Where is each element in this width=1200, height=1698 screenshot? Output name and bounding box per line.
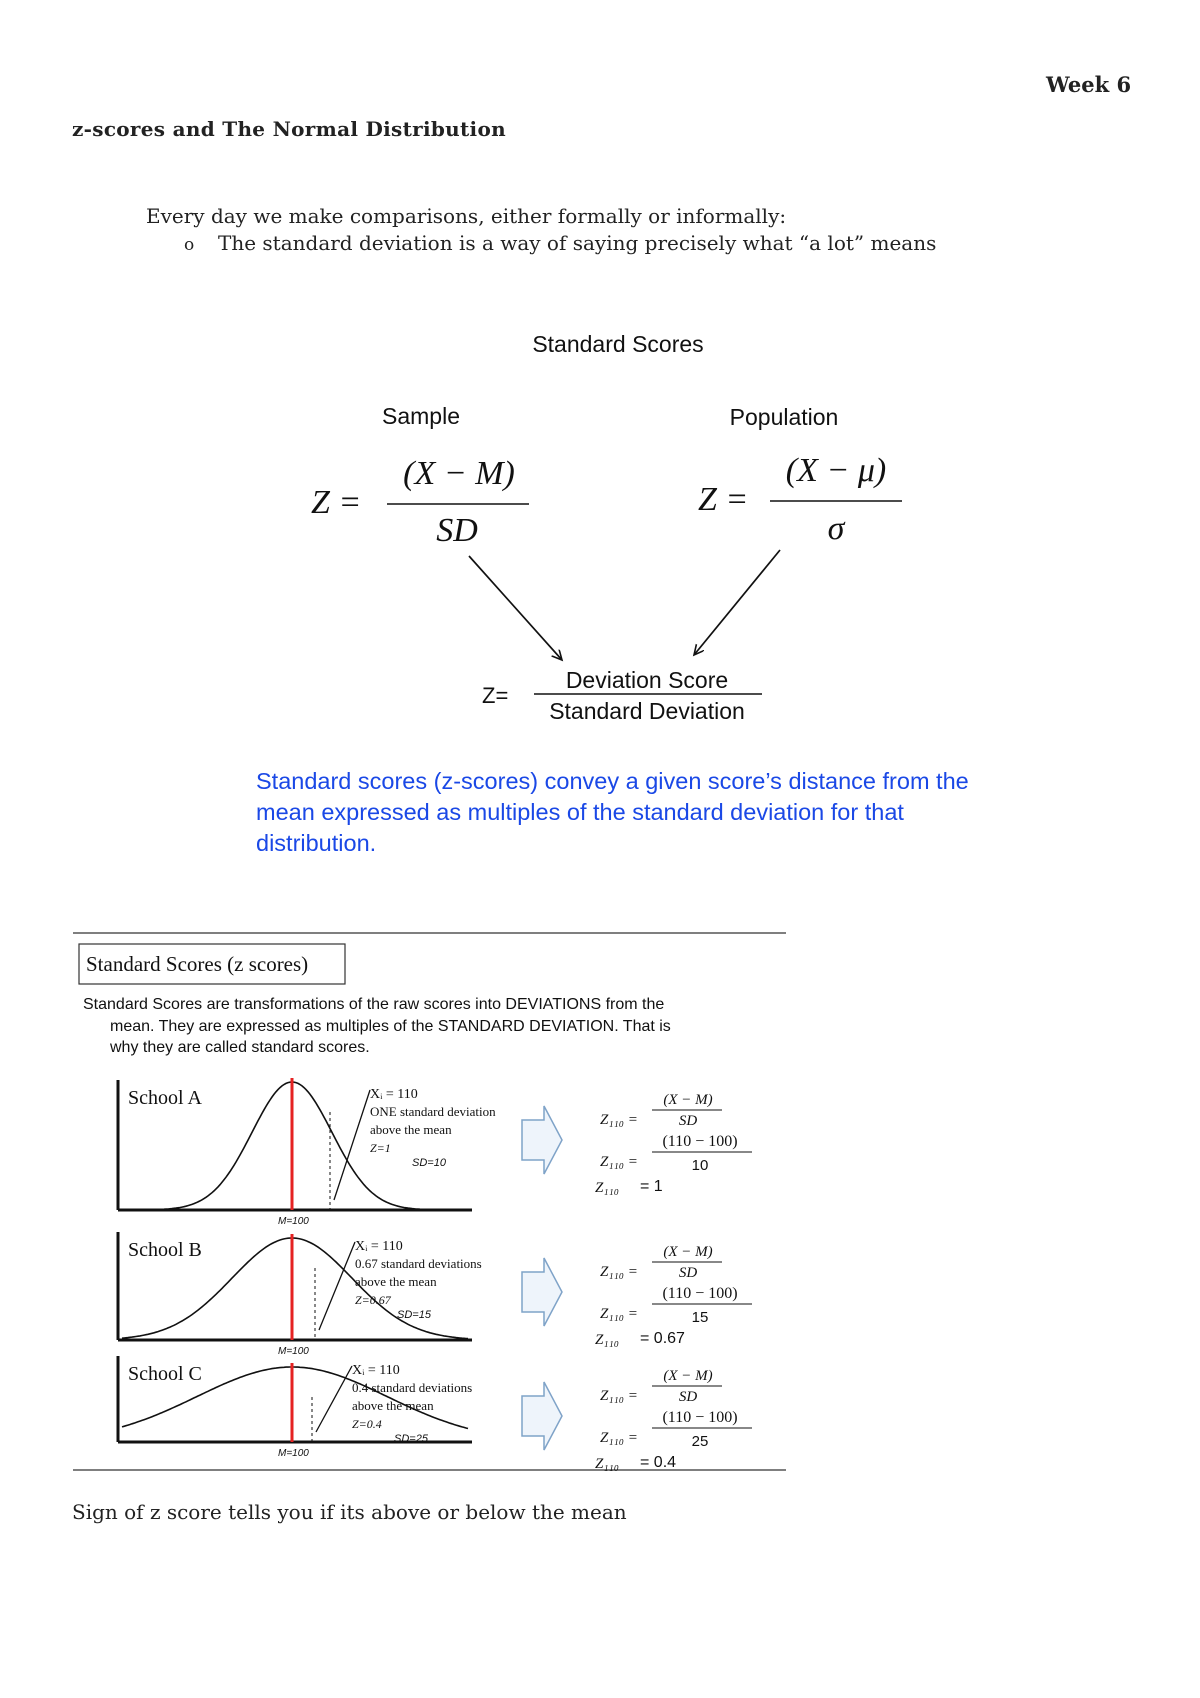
result-lhs: Z₁₁₀ [595, 1456, 619, 1472]
week-label: Week 6 [1046, 72, 1132, 97]
result-denominator: Standard Deviation [549, 698, 745, 724]
score-label: Xᵢ = 110 [355, 1239, 403, 1254]
mean-label: M=100 [278, 1216, 309, 1227]
school-name: School C [128, 1363, 202, 1385]
population-formula-numerator: (X − μ) [785, 452, 887, 489]
z-value-label: Z=0.67 [355, 1293, 391, 1307]
closing-note: Sign of z score tells you if its above or below the mean [72, 1500, 627, 1524]
score-description: above the mean [370, 1122, 452, 1137]
sample-formula-denominator: SD [436, 512, 478, 549]
page-title: z-scores and The Normal Distribution [72, 117, 506, 141]
equation-numerator: (X − M) [663, 1368, 713, 1384]
school-distributions-figure [0, 920, 1200, 1480]
right-arrow-icon [522, 1258, 562, 1326]
z-value-label: Z=0.4 [352, 1417, 382, 1431]
mean-label: M=100 [278, 1448, 309, 1459]
sample-label: Sample [382, 403, 460, 429]
score-description: above the mean [352, 1398, 434, 1413]
equation-lhs: Z₁₁₀ = [600, 1112, 638, 1128]
bullet-text: The standard deviation is a way of saying precisely what “a lot” means [218, 231, 937, 255]
equation-numerator: (110 − 100) [662, 1409, 738, 1426]
score-description: ONE standard deviation [370, 1104, 496, 1119]
result-value: = 0.67 [640, 1330, 685, 1347]
population-formula-denominator: σ [827, 510, 845, 547]
score-pointer [319, 1242, 355, 1330]
result-value: = 0.4 [640, 1454, 677, 1471]
equation-denominator: SD [678, 1265, 698, 1281]
equation-lhs: Z₁₁₀ = [600, 1388, 638, 1404]
equation-denominator: 25 [691, 1433, 709, 1450]
result-lhs: Z= [482, 683, 509, 708]
sample-formula-lhs: Z = [311, 484, 362, 521]
sample-arrow [469, 556, 562, 660]
population-formula-lhs: Z = [698, 481, 749, 518]
equation-lhs: Z₁₁₀ = [600, 1264, 638, 1280]
result-numerator: Deviation Score [565, 667, 729, 693]
population-label: Population [729, 404, 839, 430]
school-name: School A [128, 1087, 202, 1109]
score-label: Xᵢ = 110 [370, 1087, 418, 1102]
equation-denominator: 10 [691, 1157, 709, 1174]
population-arrow [694, 550, 780, 655]
score-description: above the mean [355, 1274, 437, 1289]
sd-label: SD=25 [394, 1433, 428, 1445]
sd-label: SD=10 [412, 1157, 446, 1169]
standard-scores-caption: Standard scores (z-scores) convey a given score’s distance from the mean expressed as multiples of the standard deviation for that distribution. [256, 768, 969, 856]
sample-formula-numerator: (X − M) [403, 455, 515, 492]
description-line-3: why they are called standard scores. [110, 1039, 370, 1056]
school-name: School B [128, 1239, 202, 1261]
z-value-label: Z=1 [370, 1141, 391, 1155]
mean-label: M=100 [278, 1346, 309, 1357]
equation-numerator: (X − M) [663, 1092, 713, 1108]
score-pointer [316, 1366, 352, 1432]
equation-lhs: Z₁₁₀ = [600, 1154, 638, 1170]
description-line-1: Standard Scores are transformations of the raw scores into DEVIATIONS from the [83, 996, 665, 1013]
equation-denominator: SD [678, 1113, 698, 1129]
score-description: 0.4 standard deviations [352, 1380, 473, 1395]
intro-paragraph: Every day we make comparisons, either formally or informally: [146, 204, 787, 228]
result-lhs: Z₁₁₀ [595, 1332, 619, 1348]
right-arrow-icon [522, 1382, 562, 1450]
box-title: Standard Scores (z scores) [86, 952, 309, 976]
school-panel [118, 1356, 752, 1472]
equation-denominator: SD [678, 1389, 698, 1405]
equation-numerator: (X − M) [663, 1244, 713, 1260]
equation-denominator: 15 [691, 1309, 709, 1326]
description-line-2: mean. They are expressed as multiples of the STANDARD DEVIATION. That is [110, 1018, 671, 1035]
bullet-marker: o [184, 235, 195, 255]
figure-title: Standard Scores [532, 331, 704, 357]
school-panel [118, 1078, 752, 1227]
equation-lhs: Z₁₁₀ = [600, 1306, 638, 1322]
equation-numerator: (110 − 100) [662, 1285, 738, 1302]
right-arrow-icon [522, 1106, 562, 1174]
school-panel [118, 1232, 752, 1357]
score-label: Xᵢ = 110 [352, 1363, 400, 1378]
score-description: 0.67 standard deviations [355, 1256, 482, 1271]
result-lhs: Z₁₁₀ [595, 1180, 619, 1196]
result-value: = 1 [640, 1178, 663, 1195]
equation-lhs: Z₁₁₀ = [600, 1430, 638, 1446]
equation-numerator: (110 − 100) [662, 1133, 738, 1150]
sd-label: SD=15 [397, 1309, 431, 1321]
